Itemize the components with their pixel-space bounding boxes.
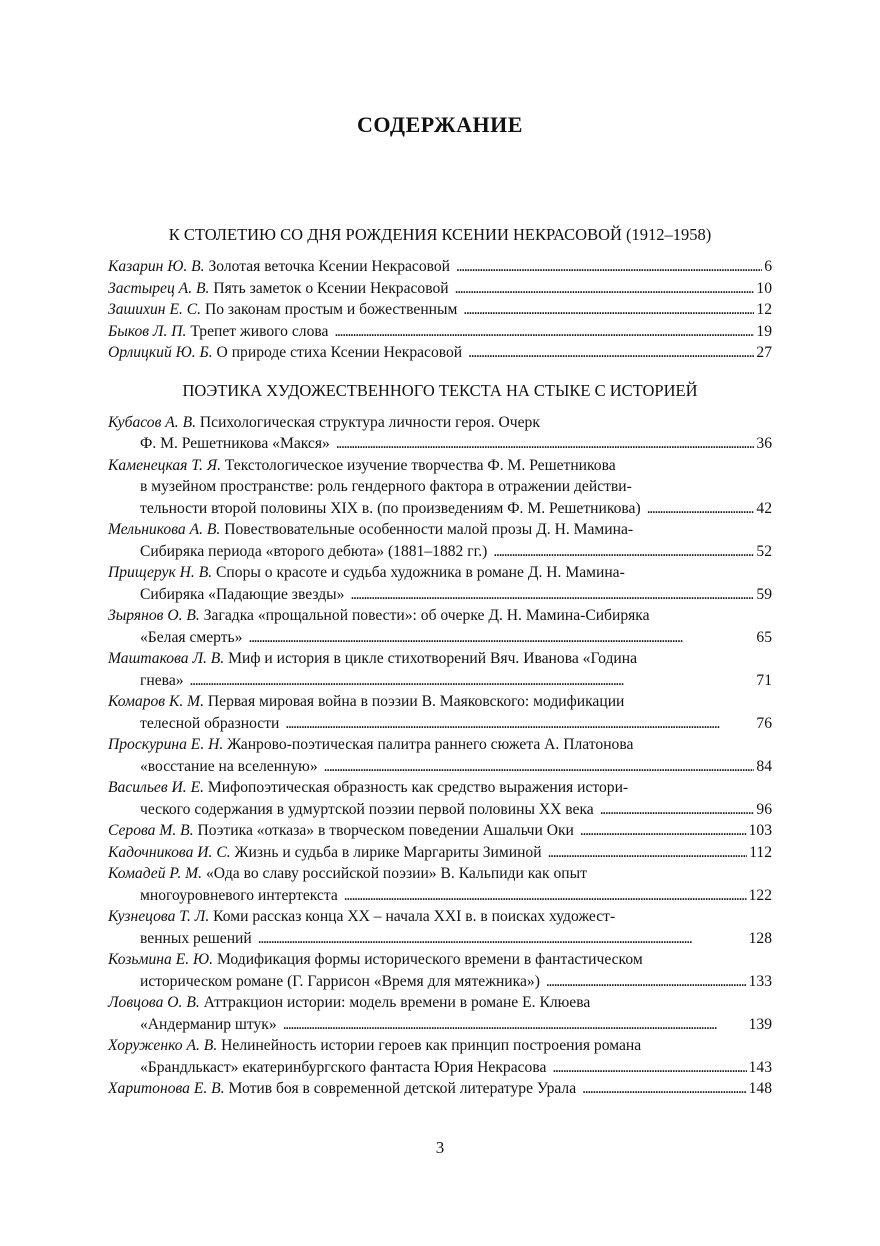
- dot-leader: [190, 670, 755, 692]
- entry-title-text: «Брандлькаст» екатеринбургского фантаста Юрия Некрасова: [140, 1058, 547, 1076]
- dot-leader: [258, 928, 747, 950]
- entry-author: Прищерук Н. В.: [108, 564, 213, 581]
- toc-entry[interactable]: [108, 648, 772, 691]
- table-of-contents: [108, 224, 772, 1100]
- entry-title-text: Пять заметок о Ксении Некрасовой: [213, 279, 449, 297]
- toc-entry-line: [108, 541, 772, 563]
- toc-entry[interactable]: [108, 1078, 772, 1100]
- toc-entry[interactable]: [108, 734, 772, 777]
- dot-leader: [600, 799, 755, 821]
- entry-title-text: Повествовательные особенности малой прозы Д. Н. Мамина-: [224, 521, 634, 538]
- dot-leader: [285, 713, 754, 735]
- dot-leader: [647, 498, 755, 520]
- entry-author: Маштакова Л. В.: [108, 650, 225, 667]
- entry-page-number: 84: [756, 757, 772, 775]
- entry-page-number: 65: [756, 628, 772, 646]
- entry-author: Застырец А. В.: [108, 279, 210, 297]
- entry-page-number: 36: [756, 435, 772, 452]
- entry-author: Каменецкая Т. Я.: [108, 456, 221, 474]
- toc-entry[interactable]: [108, 278, 772, 300]
- toc-entry-line: [108, 842, 772, 864]
- entry-title-text: Модификация формы исторического времени в фантастическом: [216, 951, 643, 968]
- dot-leader: [580, 820, 747, 842]
- toc-entry-line: [108, 299, 772, 321]
- toc-entry-line: [108, 1014, 772, 1036]
- toc-entry[interactable]: [108, 1035, 772, 1078]
- dot-leader: [336, 433, 755, 455]
- entry-author: Казарин Ю. В.: [108, 258, 205, 275]
- entry-title-text: телесной образности: [140, 714, 280, 732]
- entry-title-text: историческом романе (Г. Гаррисон «Время для мятежника»): [140, 972, 540, 990]
- dot-leader: [493, 541, 754, 563]
- toc-entry-line: [108, 1035, 772, 1057]
- toc-entry[interactable]: [108, 342, 772, 364]
- entry-title-text: многоуровневого интертекста: [140, 886, 338, 904]
- page-number: 3: [435, 1138, 445, 1157]
- toc-entry-line: [108, 562, 772, 584]
- toc-entry-line: [108, 476, 772, 498]
- toc-entry-line: [108, 691, 772, 713]
- entry-title-text: Текстологическое изучение творчества Ф. М. Решетникова: [224, 456, 616, 474]
- toc-entry[interactable]: [108, 820, 772, 842]
- entry-page-number: 59: [756, 585, 772, 603]
- entry-title-text: гнева»: [140, 671, 184, 689]
- entry-title-text: Ф. М. Решетникова «Макся»: [140, 435, 330, 452]
- entry-page-number: 143: [748, 1058, 772, 1076]
- entry-title-text: Мотив боя в современной детской литературе Урала: [228, 1080, 577, 1097]
- entry-author: Комаров К. М.: [108, 693, 205, 710]
- entry-title-text: Нелинейность истории героев как принцип построения романа: [221, 1037, 642, 1054]
- toc-entry-line: [108, 321, 772, 343]
- entry-title-text: Коми рассказ конца XX – начала XXI в. в поисках художест-: [213, 908, 616, 925]
- entry-page-number: 10: [756, 279, 772, 297]
- toc-entry[interactable]: [108, 412, 772, 455]
- entry-title-text: Психологическая структура личности героя. Очерк: [199, 413, 540, 431]
- dot-leader: [582, 1078, 746, 1100]
- toc-entry[interactable]: [108, 455, 772, 520]
- toc-entry-line: [108, 928, 772, 950]
- entry-title-text: «восстание на вселенную»: [140, 757, 318, 775]
- entry-author: Васильев И. Е.: [108, 779, 205, 796]
- dot-leader: [455, 278, 755, 300]
- toc-entry[interactable]: [108, 562, 772, 605]
- entry-title-text: Трепет живого слова: [190, 322, 329, 340]
- toc-entry-line: [108, 648, 772, 670]
- toc-entry-line: [108, 256, 772, 278]
- entry-title-text: в музейном пространстве: роль гендерного фактора в отражении действи-: [140, 478, 632, 495]
- toc-entry-line: [108, 971, 772, 993]
- entry-author: Кадочникова И. С.: [108, 843, 231, 861]
- toc-entry-line: [108, 885, 772, 907]
- entry-page-number: 112: [749, 843, 772, 861]
- entry-title-text: Золотая веточка Ксении Некрасовой: [208, 258, 451, 275]
- toc-entry-line: [108, 455, 772, 477]
- entry-title-text: По законам простым и божественным: [204, 301, 458, 318]
- section-heading: К СТОЛЕТИЮ СО ДНЯ РОЖДЕНИЯ КСЕНИИ НЕКРАСОВОЙ (1912–1958): [168, 225, 712, 244]
- entry-page-number: 12: [756, 301, 772, 318]
- entry-title-text: Поэтика «отказа» в творческом поведении Ашальчи Оки: [197, 822, 574, 839]
- entry-title-text: «Ода во славу российской поэзии» В. Кальпиди как опыт: [205, 865, 587, 882]
- entry-author: Ловцова О. В.: [108, 994, 200, 1011]
- entry-title-text: Миф и история в цикле стихотворений Вяч. Иванова «Година: [228, 650, 638, 667]
- entry-title-text: О природе стиха Ксении Некрасовой: [216, 344, 463, 361]
- section-heading: ПОЭТИКА ХУДОЖЕСТВЕННОГО ТЕКСТА НА СТЫКЕ С ИСТОРИЕЙ: [182, 380, 698, 400]
- dot-leader: [552, 1057, 746, 1079]
- entry-author: Зырянов О. В.: [108, 607, 200, 624]
- dot-leader: [350, 584, 754, 606]
- entry-title-text: Споры о красоте и судьба художника в романе Д. Н. Мамина-: [216, 564, 625, 581]
- dot-leader: [463, 299, 754, 321]
- toc-entry-line: [108, 342, 772, 364]
- entry-author: Быков Л. П.: [108, 322, 187, 340]
- toc-entry-line: [108, 278, 772, 300]
- entry-page-number: 96: [756, 800, 772, 818]
- toc-entry-line: [108, 713, 772, 735]
- entry-author: Кубасов А. В.: [108, 413, 196, 431]
- toc-entry[interactable]: [108, 777, 772, 820]
- toc-entry-line: [108, 777, 772, 799]
- toc-entry-line: [108, 498, 772, 520]
- toc-entry-line: [108, 799, 772, 821]
- entry-title-text: тельности второй половины XIX в. (по произведениям Ф. М. Решетникова): [140, 499, 641, 517]
- entry-title-text: ческого содержания в удмуртской поэзии первой половины XX века: [140, 800, 594, 818]
- toc-entry[interactable]: [108, 321, 772, 343]
- toc-entry-line: [108, 627, 772, 649]
- toc-entry-line: [108, 992, 772, 1014]
- entry-title-text: Аттракцион истории: модель времени в романе Е. Клюева: [203, 994, 591, 1011]
- dot-leader: [456, 256, 762, 278]
- entry-page-number: 139: [748, 1015, 772, 1033]
- page-title: СОДЕРЖАНИЕ: [357, 112, 523, 137]
- entry-page-number: 76: [756, 714, 772, 732]
- dot-leader: [344, 885, 747, 907]
- toc-entry-line: [108, 863, 772, 885]
- entry-page-number: 128: [748, 929, 772, 947]
- toc-entry[interactable]: [108, 519, 772, 562]
- dot-leader: [548, 842, 748, 864]
- dot-leader: [468, 342, 754, 364]
- toc-entry[interactable]: [108, 691, 772, 734]
- toc-entry-line: [108, 949, 772, 971]
- toc-entry-line: [108, 734, 772, 756]
- dot-leader: [334, 321, 754, 343]
- toc-entry-line: [108, 605, 772, 627]
- toc-entry-line: [108, 756, 772, 778]
- dot-leader: [324, 756, 755, 778]
- entry-author: Мельникова А. В.: [108, 521, 221, 538]
- entry-page-number: 71: [756, 671, 772, 689]
- entry-page-number: 42: [756, 499, 772, 517]
- toc-entry[interactable]: [108, 949, 772, 992]
- toc-entry[interactable]: [108, 605, 772, 648]
- entry-author: Серова М. В.: [108, 822, 194, 839]
- entry-page-number: 19: [756, 322, 772, 340]
- entry-title-text: Жизнь и судьба в лирике Маргариты Зиминой: [234, 843, 542, 861]
- entry-author: Хоруженко А. В.: [108, 1037, 218, 1054]
- toc-entry-line: [108, 670, 772, 692]
- entry-title-text: Сибиряка «Падающие звезды»: [140, 585, 345, 603]
- entry-author: Козьмина Е. Ю.: [108, 951, 214, 968]
- toc-entry-line: [108, 1078, 772, 1100]
- toc-entry-line: [108, 906, 772, 928]
- dot-leader: [248, 627, 754, 649]
- toc-entry[interactable]: [108, 842, 772, 864]
- entry-title-text: «Андерманир штук»: [140, 1015, 277, 1033]
- toc-entry[interactable]: [108, 256, 772, 278]
- entry-title-text: венных решений: [140, 929, 252, 947]
- toc-entry-line: [108, 584, 772, 606]
- toc-entry[interactable]: [108, 906, 772, 949]
- toc-entry[interactable]: [108, 992, 772, 1035]
- entry-author: Комадей Р. М.: [108, 865, 203, 882]
- toc-entry[interactable]: [108, 299, 772, 321]
- entry-page-number: 103: [748, 822, 772, 839]
- toc-entry-line: [108, 820, 772, 842]
- entry-title-text: Первая мировая война в поэзии В. Маяковского: модификации: [207, 693, 625, 710]
- entry-author: Орлицкий Ю. Б.: [108, 344, 213, 361]
- entry-title-text: Мифопоэтическая образность как средство выражения истори-: [207, 779, 629, 796]
- dot-leader: [283, 1014, 747, 1036]
- toc-entry-line: [108, 519, 772, 541]
- entry-author: Харитонова Е. В.: [108, 1080, 225, 1097]
- entry-page-number: 6: [764, 258, 772, 275]
- entry-page-number: 133: [748, 972, 772, 990]
- dot-leader: [546, 971, 747, 993]
- entry-title-text: Сибиряка периода «второго дебюта» (1881–1882 гг.): [140, 542, 488, 560]
- entry-page-number: 27: [756, 344, 772, 361]
- entry-title-text: «Белая смерть»: [140, 628, 243, 646]
- entry-title-text: Жанрово-поэтическая палитра раннего сюжета А. Платонова: [227, 736, 634, 753]
- entry-title-text: Загадка «прощальной повести»: об очерке Д. Н. Мамина-Сибиряка: [203, 607, 650, 624]
- entry-author: Проскурина Е. Н.: [108, 736, 224, 753]
- toc-entry-line: [108, 412, 772, 434]
- toc-entry[interactable]: [108, 863, 772, 906]
- entry-page-number: 52: [756, 542, 772, 560]
- toc-entry-line: [108, 1057, 772, 1079]
- entry-author: Зашихин Е. С.: [108, 301, 202, 318]
- toc-entry-line: [108, 433, 772, 455]
- entry-page-number: 122: [748, 886, 772, 904]
- entry-author: Кузнецова Т. Л.: [108, 908, 210, 925]
- entry-page-number: 148: [748, 1080, 772, 1097]
